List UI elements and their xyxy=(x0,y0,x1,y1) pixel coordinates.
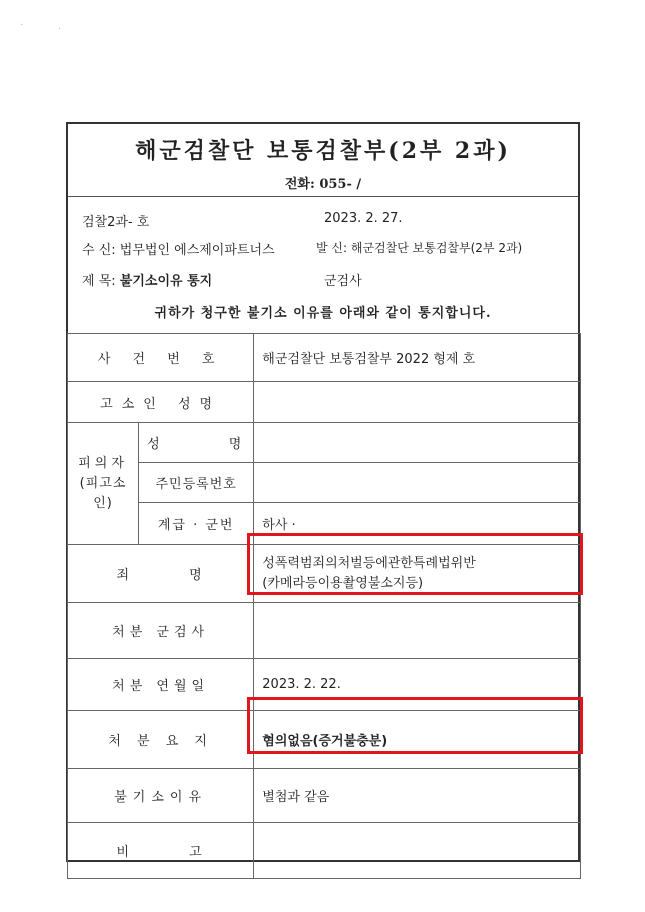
prosecutor-title: 군검사 xyxy=(324,274,362,289)
disposition-prosecutor-value xyxy=(254,603,581,659)
id-value xyxy=(254,463,581,503)
id-label: 주민등록번호 xyxy=(139,463,254,503)
table-row xyxy=(68,382,581,423)
table-row xyxy=(68,463,581,503)
remarks-value xyxy=(254,823,581,879)
reference-number: 검찰2과- 호 xyxy=(82,215,150,230)
remarks-label: 비 고 xyxy=(68,823,254,879)
recipient-value: 법무법인 에스제이파트너스 xyxy=(119,243,275,258)
sender xyxy=(316,239,522,256)
charge-highlight-box xyxy=(247,533,583,595)
table-row xyxy=(68,423,581,463)
subject xyxy=(82,270,212,289)
document-date: 2023. 2. 27. xyxy=(324,211,403,226)
charge-label: 죄 명 xyxy=(68,545,254,603)
table-row xyxy=(68,334,581,382)
disposition-date-label: 처분 연월일 xyxy=(68,659,254,711)
table-row xyxy=(68,823,581,879)
name-label: 성 명 xyxy=(139,423,254,463)
document-title: 해군검찰단 보통검찰부(2부 2과) xyxy=(135,138,511,164)
rank-value: 하사 · xyxy=(254,503,581,545)
table-row xyxy=(68,603,581,659)
suspect-label: 피의자 xyxy=(78,455,128,471)
scan-speck: · xyxy=(20,20,24,31)
suspect-sub-label: (피고소인) xyxy=(79,475,127,511)
disposition-table xyxy=(67,333,581,879)
disposition-highlight-box xyxy=(247,697,583,754)
scan-speck: · xyxy=(58,24,62,35)
reason-value: 별첨과 같음 xyxy=(254,769,581,823)
complainant-label: 고소인 성명 xyxy=(68,382,254,423)
disposition-date-value: 2023. 2. 22. xyxy=(254,659,581,711)
sender-value: 해군검찰단 보통검찰부(2부 2과) xyxy=(350,241,523,255)
suspect-label-cell xyxy=(68,423,139,545)
subject-value: 불기소이유 통지 xyxy=(119,274,213,289)
recipient xyxy=(82,239,275,258)
phone-number: 전화: 055- / xyxy=(284,177,362,192)
case-number-label: 사 건 번 호 xyxy=(68,334,254,382)
header-divider xyxy=(68,196,578,197)
rank-label: 계급 · 군번 xyxy=(139,503,254,545)
disposition-prosecutor-label: 처분 군검사 xyxy=(68,603,254,659)
charge-value-line1: 성폭력범죄의처벌등에관한특례법위반 xyxy=(262,555,476,571)
name-value xyxy=(254,423,581,463)
table-row xyxy=(68,769,581,823)
notice-sentence: 귀하가 청구한 불기소 이유를 아래와 같이 통지합니다. xyxy=(154,306,492,321)
complainant-value xyxy=(254,382,581,423)
subject-label: 제 목: xyxy=(82,274,120,289)
charge-value-line2: (카메라등이용촬영불소지등) xyxy=(262,575,424,591)
reason-label: 불기소이유 xyxy=(68,769,254,823)
disposition-gist-value: 혐의없음(증거불충분) xyxy=(254,711,581,769)
case-number-value: 해군검찰단 보통검찰부 2022 형제 호 xyxy=(254,334,581,382)
recipient-label: 수 신: xyxy=(82,243,120,258)
sender-label: 발 신: xyxy=(316,241,351,255)
disposition-gist-label: 처 분 요 지 xyxy=(68,711,254,769)
